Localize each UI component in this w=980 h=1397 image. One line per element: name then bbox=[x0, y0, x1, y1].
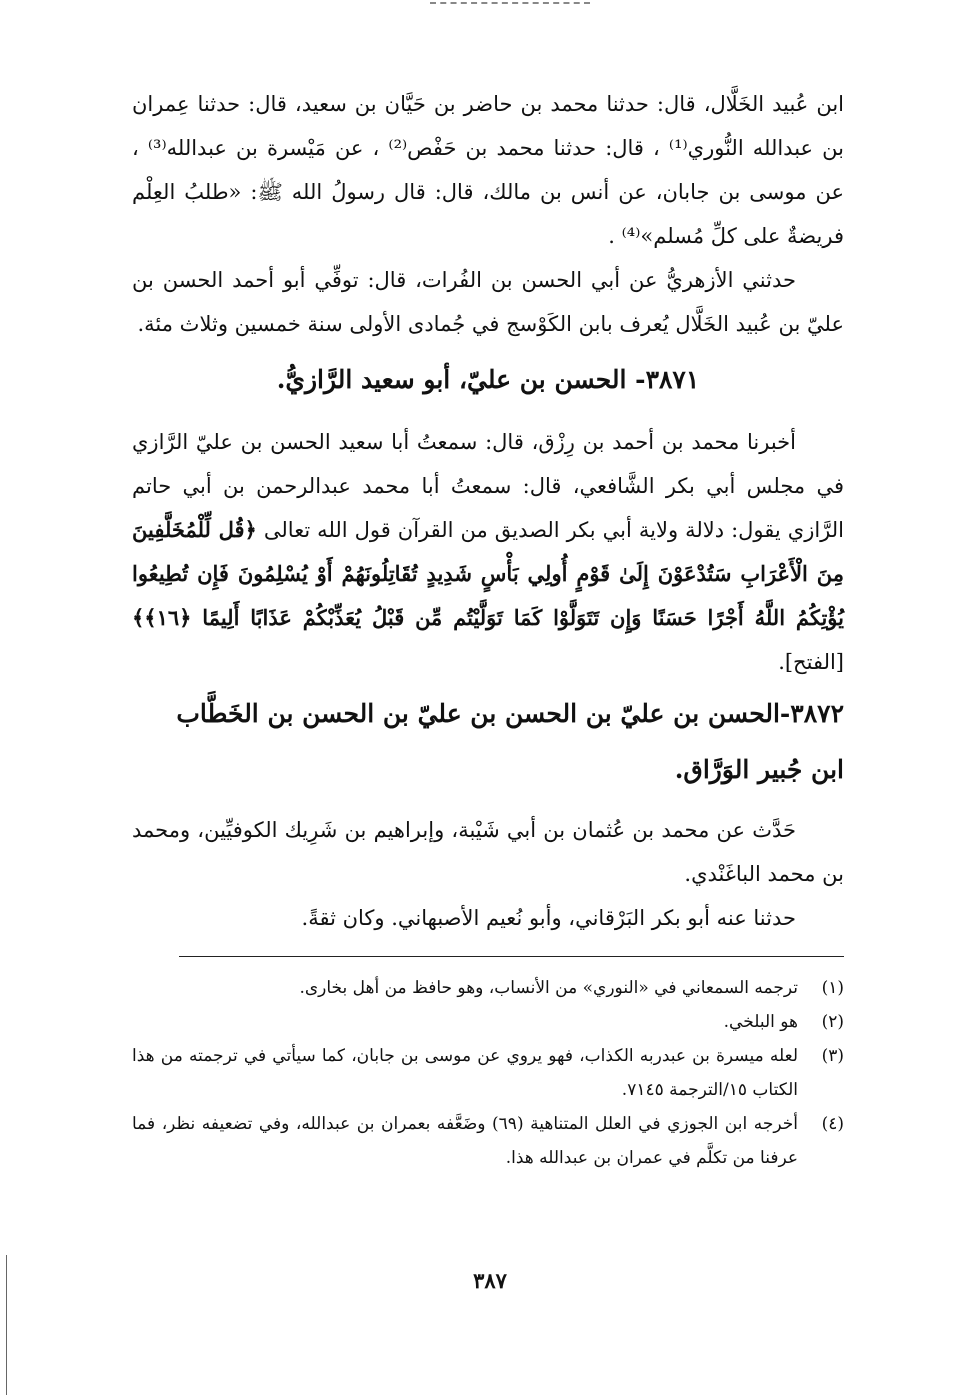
paragraph-razi-narration bbox=[132, 420, 844, 684]
page-number: ٣٨٧ bbox=[473, 1268, 507, 1293]
paragraph-narrated-from: حَدَّث عن محمد بن عُثمان بن أبي شَيْبة، وإبراهيم بن شَرِيك الكوفيِّين، ومحمد بن محمد الباغَنْدي. bbox=[132, 818, 844, 886]
paragraph-hadith-chain: ابن عُبيد الخَلَّال، قال: حدثنا محمد بن حاضر بن حَيَّان بن سعيد، قال: حدثنا عِمران بن عبدالله النُّوري⁽¹⁾ ، قال: حدثنا محمد بن حَفْص⁽²⁾ ، عن مَيْسرة بن عبدالله⁽³⁾ ، عن موسى بن جابان، عن أنس بن مالك، قال: قال رسولُ الله ﷺ: «طلبُ العِلْم فريضةٌ على كلِّ مُسلم»⁽⁴⁾ . bbox=[132, 92, 844, 248]
paragraph-death-note: حدثني الأزهريُّ عن أبي الحسن بن الفُرات، قال: توفِّي أبو أحمد الحسن بن عليّ بن عُبيد الخَلَّال يُعرف بابن الكَوْسج في جُمادى الأولى سنة خمسين وثلاث مئة. bbox=[132, 268, 844, 336]
footnote-item bbox=[132, 1039, 844, 1107]
footnote-item bbox=[132, 1005, 844, 1039]
footnotes bbox=[132, 971, 844, 1175]
page-body bbox=[132, 82, 844, 1175]
footnote-text: أخرجه ابن الجوزي في العلل المتناهية (٦٩) وضَعَّفه بعمران بن عبدالله، وفي تضعيفه نظر، فما عرفنا من تكلَّم في عمران بن عبدالله هذا. bbox=[132, 1114, 798, 1168]
footnote-number: (١) bbox=[821, 978, 844, 998]
footnote-text: ترجمه السمعاني في «النوري» من الأنساب، وهو حافظ من أهل بخارى. bbox=[299, 978, 798, 998]
entry-heading-3871: ٣٨٧١- الحسن بن عليّ، أبو سعيد الرَّازيُّ. bbox=[276, 365, 700, 394]
footnote-text: لعله ميسرة بن عبدربه الكذاب، فهو يروي عن موسى بن جابان، كما سيأتي في ترجمته من هذا الكتاب ١٥/الترجمة ٧١٤٥. bbox=[132, 1046, 798, 1100]
paragraph-narrated-by: حدثنا عنه أبو بكر البَرْقاني، وأبو نُعيم الأصبهاني. وكان ثقةً. bbox=[301, 906, 796, 930]
footnote-number: (٣) bbox=[821, 1046, 844, 1066]
footnote-text: هو البلخي. bbox=[723, 1012, 798, 1032]
footnote-number: (٢) bbox=[821, 1012, 844, 1032]
footnote-number: (٤) bbox=[821, 1114, 844, 1134]
footnote-item bbox=[132, 971, 844, 1005]
footnote-item bbox=[132, 1107, 844, 1175]
entry-heading-3872-line2: ابن جُبير الوَرَّاق. bbox=[674, 755, 844, 784]
narration-text: أخبرنا محمد بن أحمد بن رِزْق، قال: سمعتُ أبا سعيد الحسن بن عليّ الرَّازي في مجلس أبي بكر الشَّافعي، قال: سمعتُ أبا محمد عبدالرحمن بن أبي حاتم الرَّازي يقول: دلالة ولاية أبي بكر الصديق من القرآن قول الله تعالى bbox=[132, 430, 844, 542]
entry-heading-3872-line1: ٣٨٧٢-الحسن بن عليّ بن الحسن بن عليّ بن الحسن بن الخَطَّاب bbox=[176, 699, 844, 728]
quran-verse: ﴿قُل لِّلْمُخَلَّفِينَ مِنَ الْأَعْرَابِ سَتُدْعَوْنَ إِلَىٰ قَوْمٍ أُولِي بَأْسٍ شَدِيدٍ تُقَاتِلُونَهُمْ أَوْ يُسْلِمُونَ فَإِن تُطِيعُوا يُؤْتِكُمُ اللَّهُ أَجْرًا حَسَنًا وَإِن تَتَوَلَّوْا كَمَا تَوَلَّيْتُم مِّن قَبْلُ يُعَذِّبْكُمْ عَذَابًا أَلِيمًا ﴿١٦﴾﴾ bbox=[132, 517, 844, 630]
scan-top-marks bbox=[430, 2, 590, 7]
footnote-separator bbox=[179, 956, 844, 957]
quran-reference: [الفتح]. bbox=[778, 650, 844, 674]
